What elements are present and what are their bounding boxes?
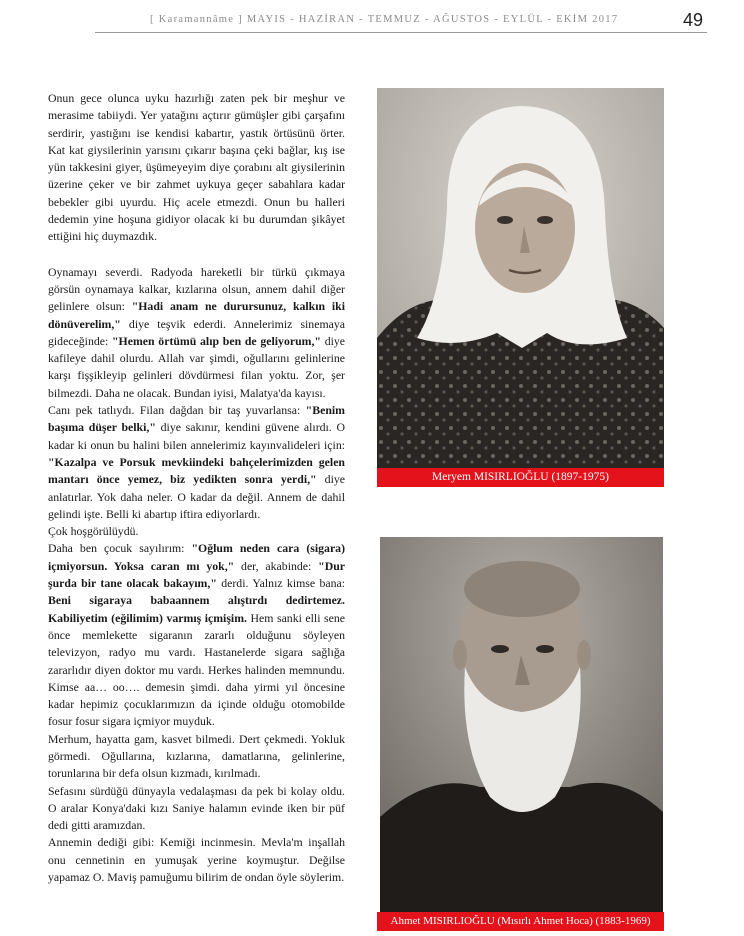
- magazine-issue-title: [ Karamannâme ] MAYIS - HAZİRAN - TEMMUZ - AĞUSTOS - EYLÜL - EKİM 2017: [150, 14, 619, 25]
- article-paragraph: [48, 402, 345, 523]
- portrait-photo-meryem: [377, 88, 664, 471]
- article-paragraph: [48, 540, 345, 730]
- paragraph-text: Merhum, hayatta gam, kasvet bilmedi. Dert çekmedi. Yokluk görmedi. Oğullarına, kızlarına, damatlarına, gelinlerine, torunlarına bir defa olsun kızmadı, kırılmadı.: [48, 731, 345, 781]
- portrait-man-white-beard: [380, 537, 663, 913]
- bold-quote: "Oğlum neden cara (sigara) içmiyorsun. Yoksa caran mı yok,": [48, 541, 346, 573]
- paragraph-text: diye anlatırlar. Yok daha neler. O kadar da değil. Annem de dahil gelindi işte. Belli ki abartıp iftira ediyorlardı.: [48, 472, 345, 521]
- bold-quote: "Hadi anam ne durursunuz, kalkın iki dönüverelim,": [48, 299, 345, 331]
- article-paragraph: [48, 523, 345, 540]
- bold-quote: "Kazalpa ve Porsuk mevkiindeki bahçelerimizden gelen mantarı önce yemez, biz yedikten sonra yerdi,": [48, 454, 345, 487]
- page-header: [95, 12, 707, 34]
- article-paragraph: [48, 783, 345, 835]
- bold-quote: "Benim başıma düşer belki,": [48, 403, 345, 435]
- paragraph-text: Oynamayı severdi. Radyoda hareketli bir türkü çıkmaya görsün oynamaya kalkar, kızlarına olsun, annem dahil diğer gelinlere olsun:: [48, 264, 345, 314]
- paragraph-text: diye sakınır, kendini güvene alırdı. O kadar ki onun bu halini bilen annelerimiz kayınvalideleri için:: [48, 420, 345, 452]
- photo-caption-ahmet: Ahmet MISIRLIOĞLU (Mısırlı Ahmet Hoca) (1883-1969): [377, 912, 664, 931]
- paragraph-text: der, akabinde:: [234, 558, 319, 573]
- article-paragraph: [48, 731, 345, 783]
- paragraph-text: Sefasını sürdüğü dünyayla vedalaşması da pek bi kolay oldu. O aralar Konya'daki kızı Saniye halamın evinde iken bir püf dedi gitti aramızdan.: [48, 783, 345, 833]
- article-body: [48, 90, 345, 886]
- bold-quote: Beni sigaraya babaannem alıştırdı dedirtemez. Kabiliyetim (eğilimim) varmış içmişim.: [48, 593, 345, 625]
- paragraph-text: Çok hoşgörülüydü.: [48, 524, 139, 539]
- photo-caption-meryem: Meryem MISIRLIOĞLU (1897-1975): [377, 468, 664, 487]
- paragraph-text: Hem sanki elli sene önce memlekette sigaranın zararlı olduğunu söyleyen televizyon, radyo mu vardı. Hastanelerde sigara sağlığa zararlıdır diyen doktor mu vardı. Herkes halinden memnundu. Kimse aa… oo…. demesin şimdi. daha yirmi yıl öncesine kadar hepimiz çocuklarımızın da içinde olduğu otomobilde fosur fosur sigara içmiyor muyduk.: [48, 610, 345, 729]
- bold-quote: "Dur şurda bir tane olacak bakayım,": [48, 558, 346, 591]
- paragraph-text: diye teşvik ederdi. Annelerimiz sinemaya gideceğinde:: [48, 316, 345, 348]
- paragraph-text: Daha ben çocuk sayılırım:: [48, 541, 192, 556]
- paragraph-text: Canı pek tatlıydı. Filan dağdan bir taş yuvarlansa:: [48, 403, 306, 418]
- paragraph-text: diye kafileye dahil olurdu. Allah var şimdi, oğullarını gelinlerine karşı fişşikleyip gelinleri dövdürmesi filan yoktu. Zor, şer bilmezdi. Daha ne olacak. Bundan iyisi, Malatya'da kayısı.: [48, 333, 346, 400]
- portrait-woman-headscarf: [377, 88, 664, 471]
- article-paragraph: [48, 834, 345, 886]
- portrait-photo-ahmet: [380, 537, 663, 913]
- page-number: 49: [682, 10, 703, 30]
- article-paragraph: [48, 264, 345, 402]
- header-divider: [95, 32, 707, 33]
- paragraph-text: Annemin dediği gibi: Kemiği incinmesin. Mevla'm inşallah onu cennetinin en yumuşak yerine koymuştur. Değilse yapamaz O. Maviş pamuğumu bilirim de ondan öyle söylerim.: [48, 835, 345, 885]
- article-paragraph: [48, 90, 345, 246]
- paragraph-text: derdi. Yalnız kimse bana:: [216, 576, 345, 591]
- paragraph-text: Onun gece olunca uyku hazırlığı zaten pek bir meşhur ve merasime tabiiydi. Yer yatağını açtırır gümüşler gibi çarşafını serdirir, yastığını ise kendisi kabartır, yastık örtüsünü örter. Kat kat giysilerinin yarısını çıkarır başına çeki bağlar, kış ise yün takkesini giyer, üşümeyeyim diye çorabını alt giysilerinin üzerine çeker ve bir zahmet uykuya geçer sabahlara kadar bebekler gibi uyurdu. Hiç acele etmezdi. Onun bu halleri dedemin yine hoşuna gidiyor olacak ki bu durumdan şikâyet ettiğini hiç duymazdık.: [48, 91, 345, 244]
- bold-quote: "Hemen örtümü alıp ben de geliyorum,": [112, 333, 321, 348]
